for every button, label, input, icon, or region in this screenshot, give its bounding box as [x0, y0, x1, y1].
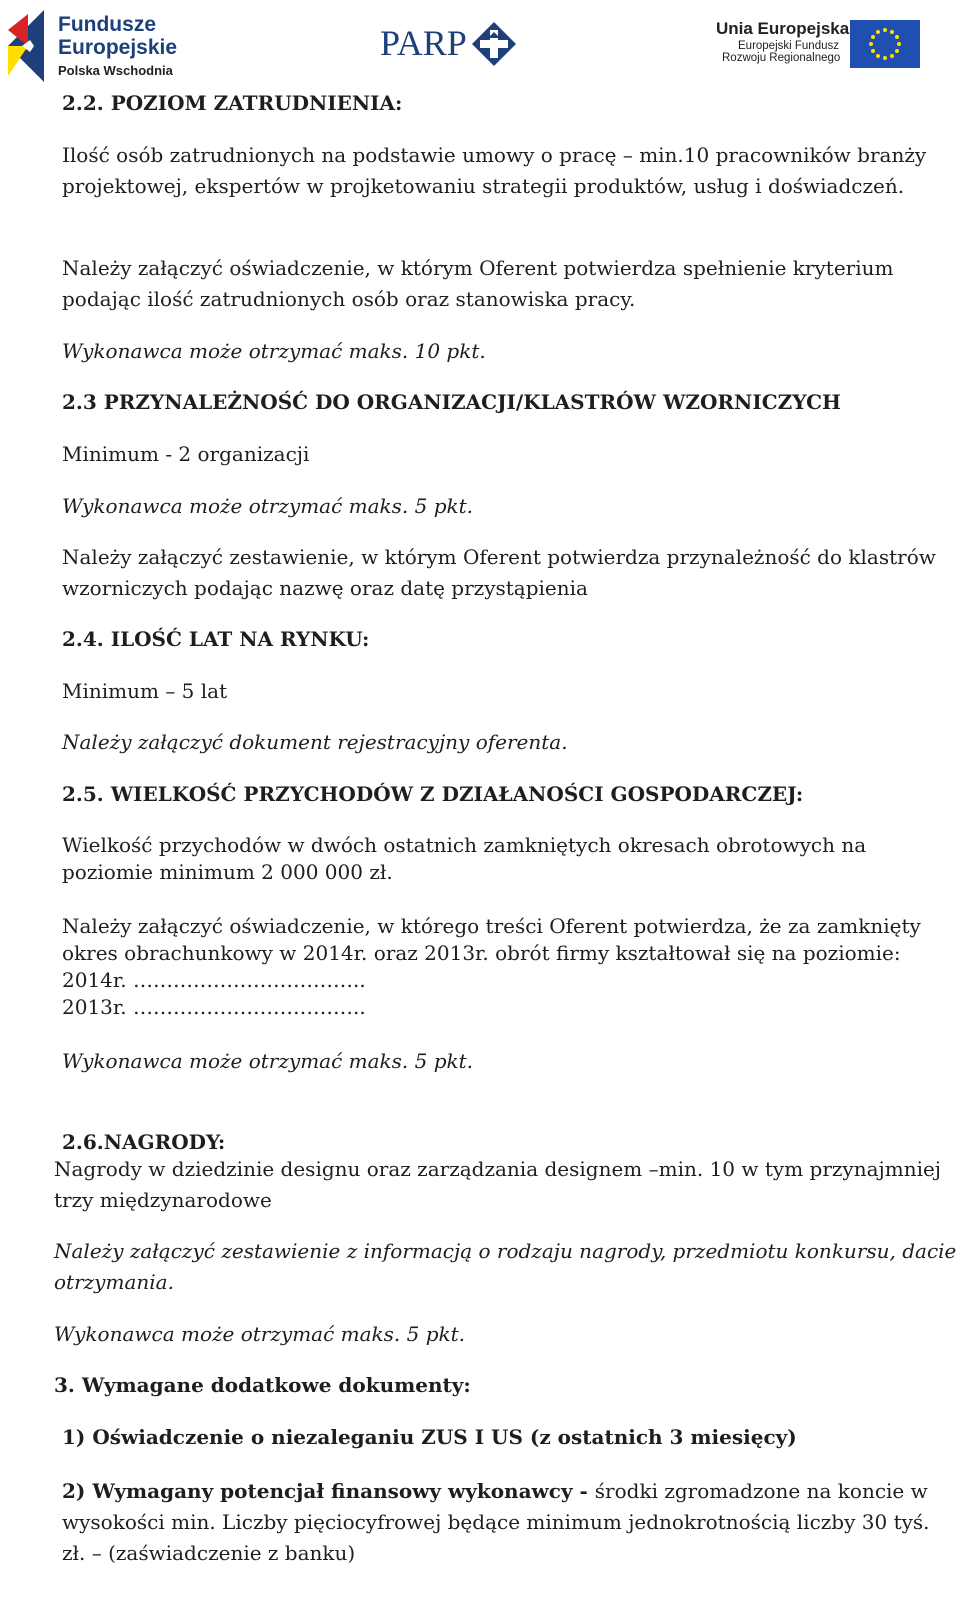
- s3-item1: 1) Oświadczenie o niezaleganiu ZUS I US (z ostatnich 3 miesięcy): [62, 1425, 797, 1449]
- s26-p1-line1: Nagrody w dziedzinie designu oraz zarządzania designem –min. 10 w tym przynajmniej: [54, 1157, 942, 1181]
- s25-p2-line2: okres obrachunkowy w 2014r. oraz 2013r. obrót firmy kształtował się na poziomie:: [62, 941, 901, 965]
- s3-item2-line1: [62, 1476, 928, 1507]
- heading-2-3: 2.3 PRZYNALEŻNOŚĆ DO ORGANIZACJI/KLASTRÓW WZORNICZYCH: [62, 390, 841, 414]
- s25-points: Wykonawca może otrzymać maks. 5 pkt.: [62, 1049, 474, 1073]
- ue-line3: Rozwoju Regionalnego: [722, 51, 841, 64]
- s26-points: Wykonawca może otrzymać maks. 5 pkt.: [54, 1322, 466, 1346]
- fundusze-europejskie-logo: [58, 14, 177, 77]
- ue-line1: Unia Europejska: [716, 19, 850, 38]
- heading-3: 3. Wymagane dodatkowe dokumenty:: [54, 1373, 471, 1397]
- fundusze-europejskie-logo-icon: [4, 6, 66, 82]
- s25-p2-line3: 2014r. ……………………………..: [62, 968, 366, 992]
- parp-logo: PARP: [380, 23, 467, 63]
- s3-item2-line3: zł. – (zaświadczenie z banku): [62, 1541, 356, 1565]
- s23-p-line2: wzorniczych podając nazwę oraz datę przystąpienia: [62, 576, 588, 600]
- s24-note: Należy załączyć dokument rejestracyjny oferenta.: [62, 730, 568, 754]
- s22-p1-line1: Ilość osób zatrudnionych na podstawie umowy o pracę – min.10 pracowników branży: [62, 143, 927, 167]
- s22-p2-line2: podając ilość zatrudnionych osób oraz stanowiska pracy.: [62, 287, 636, 311]
- s25-p2-line1: Należy załączyć oświadczenie, w którego treści Oferent potwierdza, że za zamknięty: [62, 914, 921, 938]
- s26-p1-line2: trzy międzynarodowe: [54, 1188, 272, 1212]
- s25-p1-line2: poziomie minimum 2 000 000 zł.: [62, 860, 393, 884]
- s3-item2-line2: wysokości min. Liczby pięciocyfrowej będące minimum jednokrotnością liczby 30 tyś.: [62, 1510, 930, 1534]
- parp-logo-icon: [470, 20, 518, 68]
- s3-item2-bold: 2) Wymagany potencjał finansowy wykonawcy -: [62, 1479, 595, 1503]
- s26-p2-line1: Należy załączyć zestawienie z informacją o rodzaju nagrody, przedmiotu konkursu, dacie: [54, 1239, 957, 1263]
- s3-item2-rest: środki zgromadzone na koncie w: [594, 1479, 928, 1503]
- heading-2-6: 2.6.NAGRODY:: [62, 1130, 226, 1154]
- s22-p2-line1: Należy załączyć oświadczenie, w którym Oferent potwierdza spełnienie kryterium: [62, 256, 894, 280]
- fe-line3: Polska Wschodnia: [58, 63, 173, 78]
- fe-line2: Europejskie: [58, 36, 178, 59]
- s25-p2-line4: 2013r. ……………………………..: [62, 995, 366, 1019]
- s23-points: Wykonawca może otrzymać maks. 5 pkt.: [62, 494, 474, 518]
- unia-europejska-logo: [716, 20, 849, 64]
- s24-minimum: Minimum – 5 lat: [62, 679, 228, 703]
- s26-p2-line2: otrzymania.: [54, 1270, 174, 1294]
- fe-line1: Fundusze: [58, 13, 156, 36]
- s23-p-line1: Należy załączyć zestawienie, w którym Oferent potwierdza przynależność do klastrów: [62, 545, 936, 569]
- s25-p1-line1: Wielkość przychodów w dwóch ostatnich zamkniętych okresach obrotowych na: [62, 833, 867, 857]
- s23-minimum: Minimum - 2 organizacji: [62, 442, 310, 466]
- s22-p1-line2: projektowej, ekspertów w projketowaniu strategii produktów, usług i doświadczeń.: [62, 174, 905, 198]
- eu-flag-icon: [850, 20, 920, 68]
- ue-line2: Europejski Fundusz: [738, 39, 839, 52]
- heading-2-2: 2.2. POZIOM ZATRUDNIENIA:: [62, 91, 403, 115]
- s22-points: Wykonawca może otrzymać maks. 10 pkt.: [62, 339, 486, 363]
- heading-2-4: 2.4. ILOŚĆ LAT NA RYNKU:: [62, 627, 370, 651]
- heading-2-5: 2.5. WIELKOŚĆ PRZYCHODÓW Z DZIAŁANOŚCI GOSPODARCZEJ:: [62, 782, 804, 806]
